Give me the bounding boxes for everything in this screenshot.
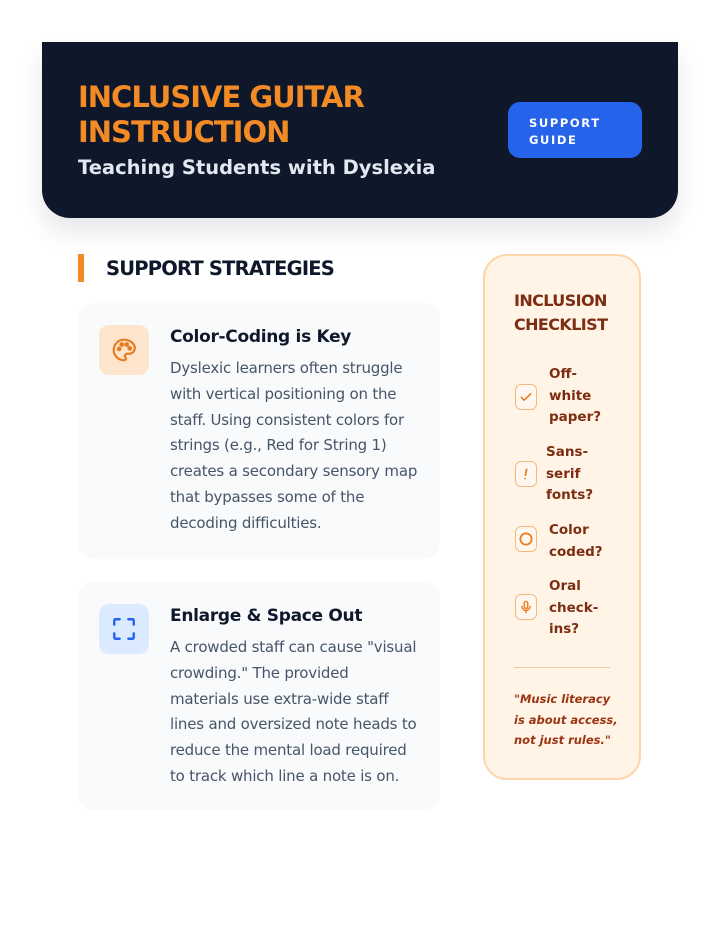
page-subtitle: Teaching Students with Dyslexia xyxy=(78,156,436,179)
palette-icon xyxy=(99,325,149,375)
strategy-card-enlarge xyxy=(78,582,440,810)
checklist-item-label-line: coded? xyxy=(549,543,603,560)
card-body-line: that bypasses some of the xyxy=(170,487,365,506)
checklist-item-label-line: Off- xyxy=(549,366,578,382)
card-body xyxy=(170,356,430,537)
inclusion-checklist xyxy=(483,254,641,780)
checklist-item-label-line: serif xyxy=(546,465,581,482)
support-guide-button-label: SUPPORT xyxy=(529,116,601,130)
checklist-title-line: INCLUSION xyxy=(514,291,607,310)
card-body-line: A crowded staff can cause "visual xyxy=(170,638,417,656)
checklist-item-label xyxy=(546,442,593,507)
section-title: SUPPORT STRATEGIES xyxy=(106,257,335,280)
section-accent-bar xyxy=(78,254,84,282)
checklist-item-label-line: Sans- xyxy=(546,444,589,460)
card-body-line: decoding difficulties. xyxy=(170,513,322,532)
checklist-item-label-line: check- xyxy=(549,599,599,616)
checklist-item-label-line: Oral xyxy=(549,578,581,594)
card-body-line: crowding." The provided xyxy=(170,663,349,682)
card-body-line: with vertical positioning on the xyxy=(170,384,397,403)
card-body-line: strings (e.g., Red for String 1) xyxy=(170,436,387,455)
checklist-item-label xyxy=(549,364,601,429)
header-banner xyxy=(42,42,678,218)
page-title-line: INCLUSIVE GUITAR xyxy=(78,80,364,114)
quote-line: is about access, xyxy=(514,712,618,727)
exclamation-icon xyxy=(515,461,537,487)
card-body-line: Dyslexic learners often struggle xyxy=(170,359,403,377)
checklist-title xyxy=(514,289,607,337)
checklist-divider xyxy=(514,667,610,668)
card-body xyxy=(170,635,430,790)
support-guide-button[interactable] xyxy=(508,102,642,158)
card-body-line: materials use extra-wide staff xyxy=(170,689,389,708)
card-body-line: staff. Using consistent colors for xyxy=(170,410,404,429)
checklist-title-line: CHECKLIST xyxy=(514,315,608,334)
quote-line: not just rules." xyxy=(514,733,611,747)
checklist-item-label-line: ins? xyxy=(549,621,580,637)
card-body-line: creates a secondary sensory map xyxy=(170,462,418,481)
card-body-line: reduce the mental load required xyxy=(170,741,407,760)
check-icon xyxy=(515,384,537,410)
page-title-line: INSTRUCTION xyxy=(78,115,290,149)
card-title: Enlarge & Space Out xyxy=(170,606,363,626)
checklist-item-label-line: paper? xyxy=(549,409,602,425)
checklist-item-label xyxy=(549,520,603,563)
checklist-item-label-line: white xyxy=(549,387,592,404)
checklist-quote xyxy=(514,689,618,751)
card-body-line: to track which line a note is on. xyxy=(170,766,400,785)
quote-line: "Music literacy xyxy=(514,692,611,706)
expand-icon xyxy=(99,604,149,654)
card-body-line: lines and oversized note heads to xyxy=(170,715,417,734)
checklist-item-label xyxy=(549,576,598,641)
checklist-item-label-line: Color xyxy=(549,522,589,538)
strategy-card-color-coding xyxy=(78,303,440,559)
checklist-item-label-line: fonts? xyxy=(546,487,594,503)
support-guide-button-label: GUIDE xyxy=(529,133,578,147)
page-title xyxy=(78,80,458,150)
microphone-icon xyxy=(515,594,537,620)
card-title: Color-Coding is Key xyxy=(170,327,352,347)
circle-icon xyxy=(515,526,537,552)
